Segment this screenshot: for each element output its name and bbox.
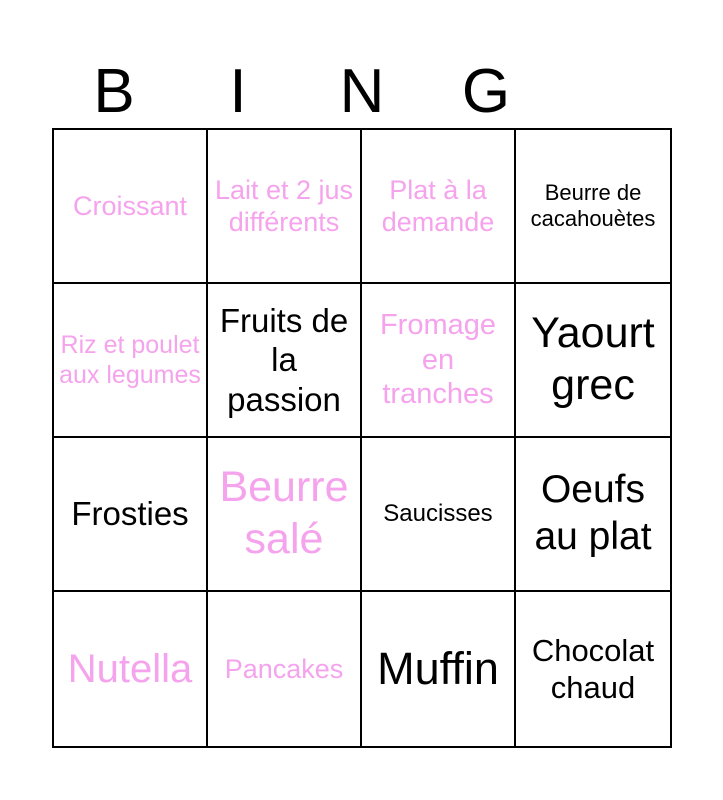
bingo-cell-saucisses[interactable]: Saucisses [362, 438, 516, 592]
bingo-grid [52, 128, 672, 748]
bingo-cell-plat-demande[interactable]: Plat à la demande [362, 130, 516, 284]
header-letter-n: N [339, 57, 385, 126]
bingo-cell-fromage[interactable]: Fromage en tranches [362, 284, 516, 438]
bingo-cell-riz-poulet[interactable]: Riz et poulet aux legumes [54, 284, 208, 438]
bingo-cell-frosties[interactable]: Frosties [54, 438, 208, 592]
bingo-cell-chocolat-chaud[interactable]: Chocolat chaud [531, 632, 655, 705]
header-letter-b: B [93, 57, 135, 126]
bingo-cell-nutella[interactable]: Nutella [54, 592, 208, 746]
bingo-cell-croissant[interactable]: Croissant [54, 130, 208, 284]
header-letter-i: I [229, 57, 247, 126]
bingo-cell-yaourt-grec[interactable]: Yaourt grec [516, 284, 670, 438]
bingo-cell-lait-jus[interactable]: Lait et 2 jus différents [208, 130, 362, 284]
bingo-header [52, 56, 672, 128]
bingo-cell-beurre-cacahuete[interactable]: Beurre de cacahouètes [516, 130, 670, 284]
bingo-cell-beurre-sale[interactable]: Beurre salé [208, 438, 362, 592]
bingo-cell-muffin[interactable]: Muffin [362, 592, 516, 746]
bingo-cell-pancakes[interactable]: Pancakes [208, 592, 362, 746]
header-letter-g: G [461, 57, 511, 126]
bingo-cell-fruits-passion[interactable]: Fruits de la passion [208, 284, 362, 438]
bingo-cell-oeufs-plat[interactable]: Oeufs au plat [516, 438, 670, 592]
